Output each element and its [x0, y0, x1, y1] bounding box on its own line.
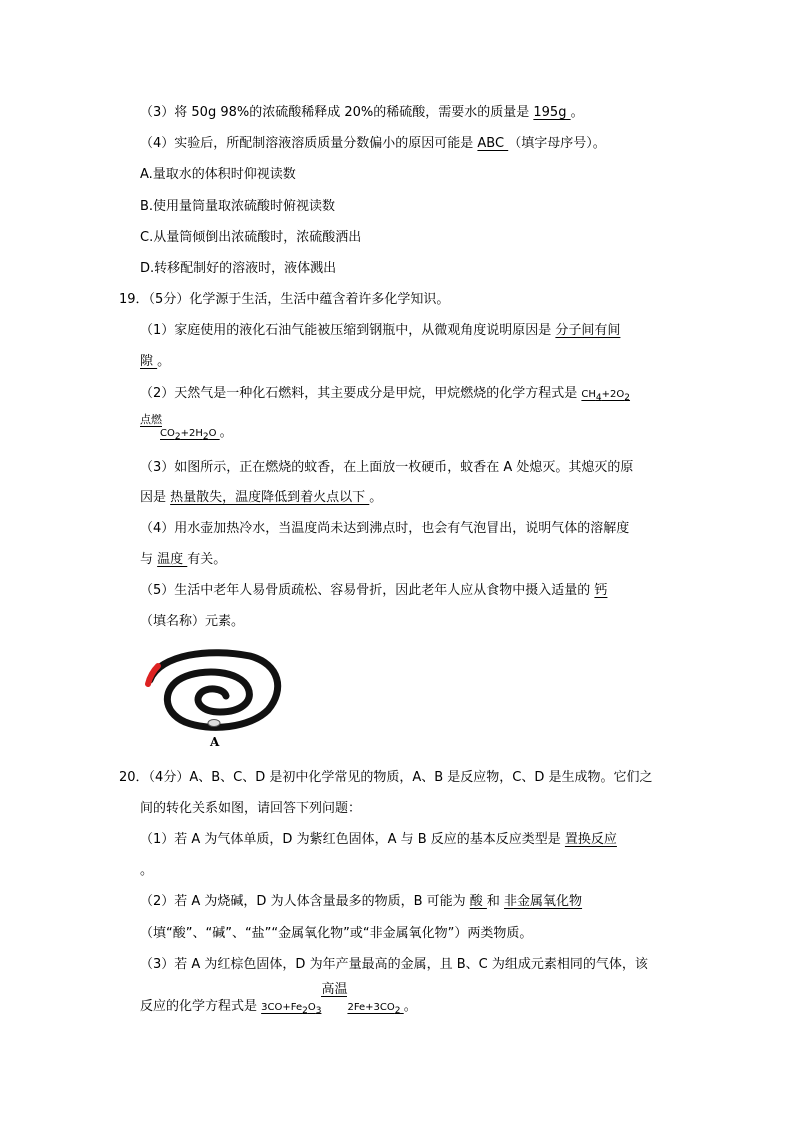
q19-part5 [140, 582, 607, 600]
figure-label-a: A [210, 735, 220, 749]
q19-heading: 19．（5分）化学源于生活，生活中蕴含着许多化学知识。 [119, 292, 450, 307]
option-b: B.使用量筒量取浓硫酸时俯视读数 [140, 199, 336, 214]
punct: 。 [219, 425, 233, 440]
option-d: D.转移配制好的溶液时，液体溅出 [140, 261, 337, 276]
reaction-condition [321, 982, 348, 1017]
reaction-condition [140, 413, 162, 443]
punct: 。 [570, 105, 584, 120]
q19-part4-text: 与 [140, 552, 158, 567]
mosquito-coil-icon [140, 640, 290, 750]
q19-part5-text: （5）生活中老年人易骨质疏松、容易骨折，因此老年人应从食物中摄入适量的 [140, 583, 595, 598]
condition-label: 点燃 [140, 413, 162, 426]
formula-part: 2Fe+3CO [347, 1002, 395, 1013]
q19-part3-answer: 热量散失，温度降低到着火点以下 [170, 490, 370, 505]
q18-part3-answer: 195g [533, 105, 571, 120]
q18-part4-text: （4）实验后，所配制溶液溶质质量分数偏小的原因可能是 [140, 136, 478, 151]
option-c: C.从量筒倾倒出浓硫酸时，浓硫酸洒出 [140, 230, 362, 245]
q19-part2-cont [140, 413, 233, 446]
formula-part: +2H [180, 428, 203, 439]
q19-part3-cont [140, 489, 382, 507]
subscript: 2 [302, 1006, 308, 1016]
q19-part2 [140, 385, 630, 407]
q18-part3 [140, 104, 584, 122]
q20-part3-cont [140, 982, 417, 1020]
condition-label: 高温 [321, 982, 348, 997]
q19-part4-answer: 温度 [157, 552, 188, 567]
q20-part3-answer [261, 982, 404, 1016]
q19-part1-cont [140, 353, 170, 371]
q20-part2 [140, 893, 582, 911]
q20-part1-text: （1）若 A 为气体单质，D 为紫红色固体，A 与 B 反应的基本反应类型是 [140, 832, 565, 847]
formula-part: 3CO+Fe [261, 1002, 303, 1013]
subscript: 2 [174, 432, 181, 442]
q19-part2-text: （2）天然气是一种化石燃料，其主要成分是甲烷，甲烷燃烧的化学方程式是 [140, 386, 582, 401]
q18-part4 [140, 135, 606, 153]
q19-part3-text: 因是 [140, 490, 171, 505]
q19-part2-answer-cont [140, 413, 220, 442]
q20-part3-text: 反应的化学方程式是 [140, 999, 262, 1014]
punct: 。 [403, 999, 417, 1014]
q18-part3-text: （3）将 50g 98%的浓硫酸稀释成 20%的稀硫酸，需要水的质量是 [140, 105, 534, 120]
q18-part4-post: （填字母序号）。 [508, 136, 606, 151]
q19-part5-cont: （填名称）元素。 [140, 614, 245, 629]
q20-heading-cont: 间的转化关系如图，请回答下列问题： [140, 801, 362, 816]
mosquito-coil-figure [140, 640, 290, 750]
formula-part: O [307, 1002, 316, 1013]
q19-part1-answer-cont: 隙 [140, 354, 158, 369]
formula-part: CH [581, 389, 596, 400]
q20-heading: 20．（4分）A、B、C、D 是初中化学常见的物质，A、B 是反应物，C、D 是生成物。它们之 [119, 770, 653, 785]
q20-part2-text: （2）若 A 为烧碱，D 为人体含量最多的物质，B 可能为 [140, 894, 470, 909]
q20-part2-answer1: 酸 [469, 894, 487, 909]
q19-part1-text: （1）家庭使用的液化石油气能被压缩到钢瓶中，从微观角度说明原因是 [140, 323, 556, 338]
q19-part4-cont [140, 551, 226, 569]
q19-part4-post: 有关。 [187, 552, 227, 567]
q19-part1 [140, 322, 620, 340]
subscript: 4 [595, 393, 602, 403]
q20-part2-cont: （填“酸”、“碱”、“盐”“金属氧化物”或“非金属氧化物”）两类物质。 [140, 926, 533, 941]
q20-part1-answer: 置换反应 [564, 832, 617, 847]
q19-part1-answer: 分子间有间 [555, 323, 621, 338]
q19-part2-answer [581, 389, 631, 403]
formula-part: O [208, 428, 220, 439]
q20-part1-cont: 。 [140, 863, 154, 878]
subscript: 2 [202, 432, 209, 442]
subscript: 3 [315, 1006, 322, 1016]
q20-part3: （3）若 A 为红棕色固体，D 为年产量最高的金属，且 B、C 为组成元素相同的气体，该 [140, 957, 648, 972]
formula-part: CO [160, 428, 175, 439]
q20-part1 [140, 831, 617, 849]
formula-part: +2O [601, 389, 625, 400]
q19-part5-answer: 钙 [594, 583, 608, 598]
q20-part2-mid: 和 [486, 894, 505, 909]
q19-part4: （4）用水壶加热冷水，当温度尚未达到沸点时，也会有气泡冒出，说明气体的溶解度 [140, 521, 630, 536]
punct: 。 [157, 354, 171, 369]
q20-part2-answer2: 非金属氧化物 [504, 894, 583, 909]
option-a: A.量取水的体积时仰视读数 [140, 167, 296, 182]
punct: 。 [369, 490, 383, 505]
subscript: 2 [624, 393, 631, 403]
q19-part3: （3）如图所示，正在燃烧的蚊香，在上面放一枚硬币，蚊香在 A 处熄灭。其熄灭的原 [140, 460, 634, 475]
q18-part4-answer: ABC [477, 136, 509, 151]
subscript: 2 [394, 1006, 401, 1016]
